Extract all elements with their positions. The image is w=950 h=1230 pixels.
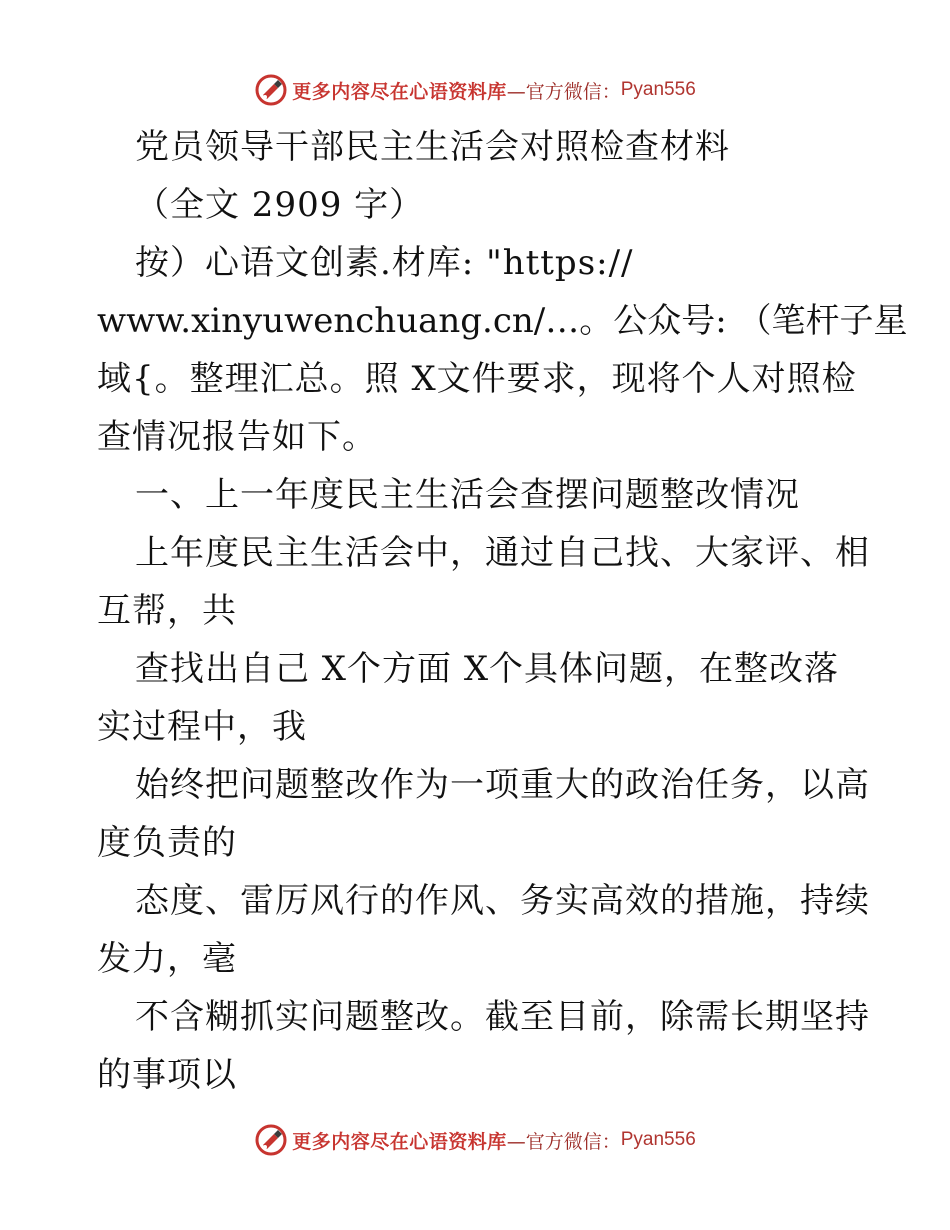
word-count: （全文 2909 字） [135, 185, 425, 225]
hand-pen-seal-icon [254, 73, 288, 107]
hand-pen-seal-icon [254, 1123, 288, 1157]
header-watermark-banner [0, 70, 950, 110]
paragraph-line: 上年度民主生活会中，通过自己找、大家评、相 [135, 533, 870, 573]
paragraph-line: 实过程中，我 [97, 707, 307, 747]
paragraph-line: 互帮，共 [97, 591, 237, 631]
intro-line: 查情况报告如下。 [97, 417, 377, 457]
intro-line: 域{。整理汇总。照 X文件要求，现将个人对照检 [97, 359, 857, 399]
banner-main-text: 更多内容尽在心语资料库 [292, 1130, 507, 1153]
banner-wechat-id: Pyan556 [620, 79, 696, 100]
document-title: 党员领导干部民主生活会对照检查材料 [135, 127, 730, 167]
footer-watermark-banner [0, 1120, 950, 1160]
paragraph-line: 度负责的 [97, 823, 237, 863]
banner-dash-text: —官方微信： [506, 80, 621, 103]
banner-main-text: 更多内容尽在心语资料库 [292, 80, 507, 103]
paragraph-line: 始终把问题整改作为一项重大的政治任务，以高 [135, 765, 870, 805]
paragraph-line: 态度、雷厉风行的作风、务实高效的措施，持续 [135, 881, 870, 921]
document-body [97, 118, 908, 1104]
paragraph-line: 不含糊抓实问题整改。截至目前，除需长期坚持 [135, 997, 870, 1037]
paragraph-line: 发力，毫 [97, 939, 237, 979]
paragraph-line: 查找出自己 X个方面 X个具体问题，在整改落 [135, 649, 840, 689]
banner-wechat-id: Pyan556 [620, 1129, 696, 1150]
intro-line: 按）心语文创素.材库: "https:// [135, 243, 634, 283]
intro-line: www.xinyuwenchuang.cn/…。公众号: （笔杆子星 [97, 301, 908, 341]
banner-dash-text: —官方微信： [506, 1130, 621, 1153]
paragraph-line: 的事项以 [97, 1055, 237, 1095]
section-heading: 一、上一年度民主生活会查摆问题整改情况 [135, 475, 800, 515]
